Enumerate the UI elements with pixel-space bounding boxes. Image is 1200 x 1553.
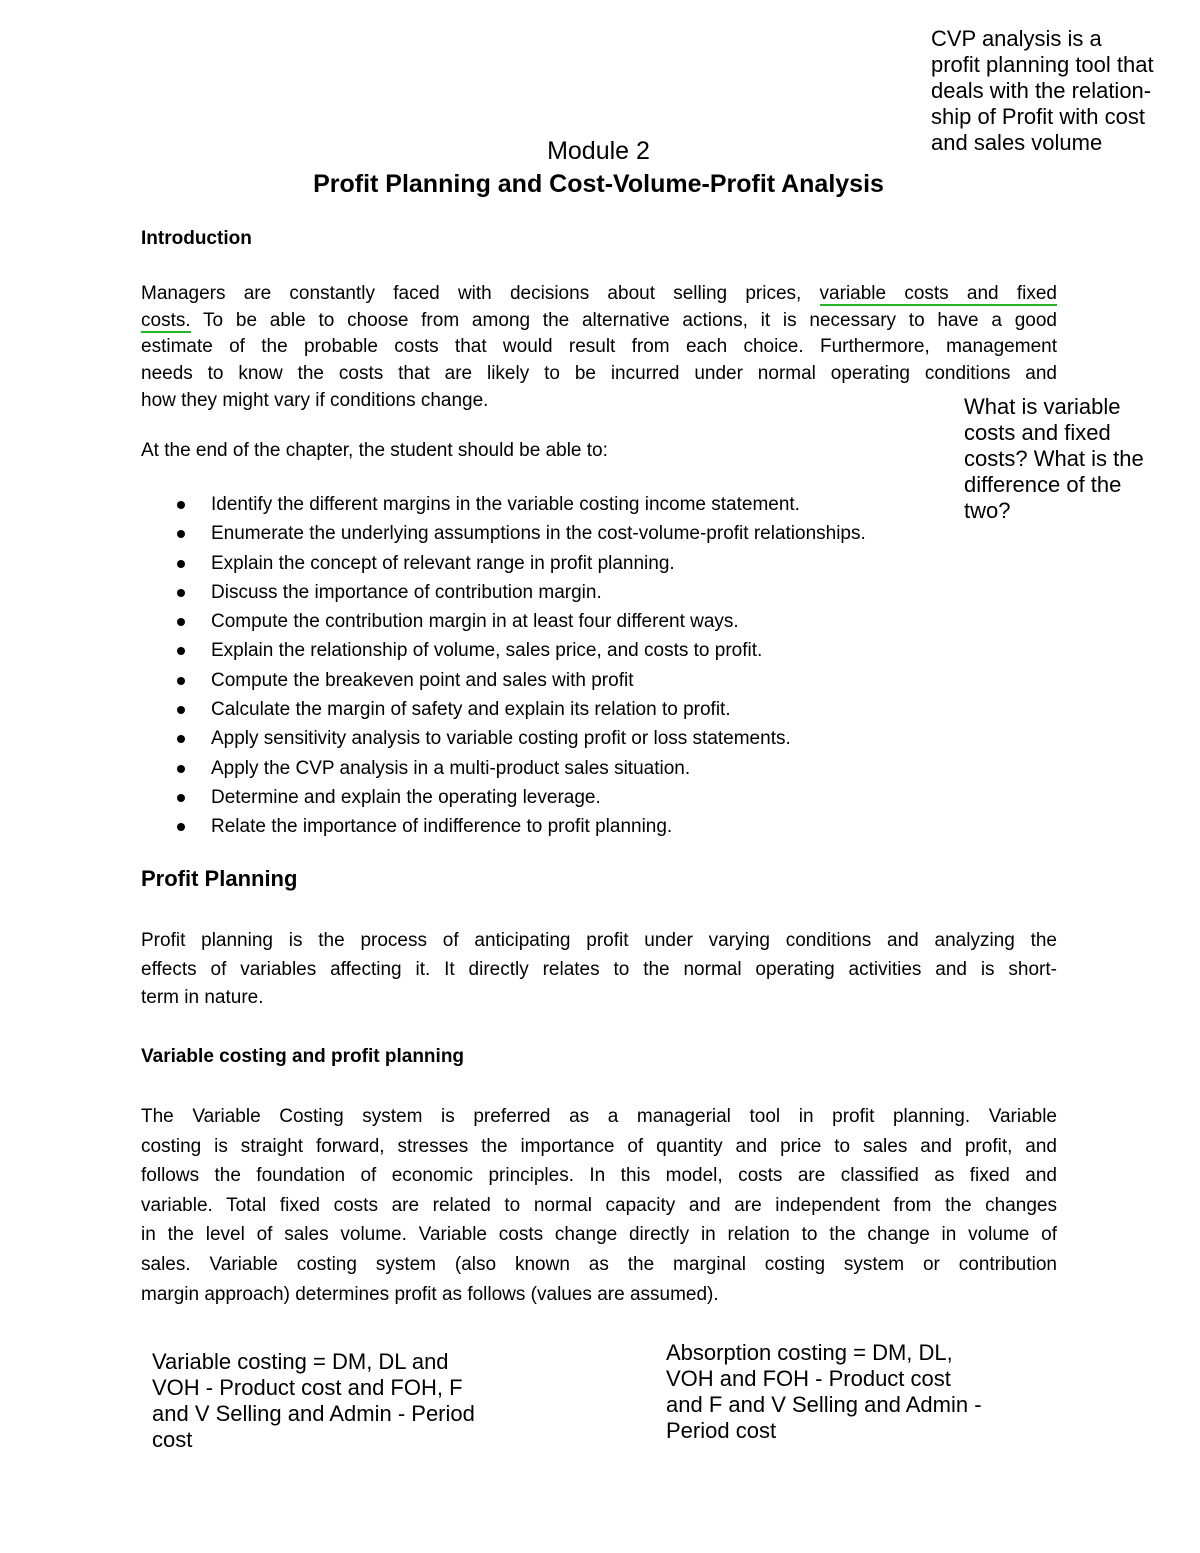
list-item (169, 666, 866, 695)
bullet-icon (177, 794, 185, 802)
note-line: What is variable (964, 394, 1121, 419)
paragraph-line (141, 308, 1057, 335)
note-line: and sales volume (931, 130, 1103, 155)
underlined-phrase: variable costs and fixed (819, 283, 1057, 304)
paragraph-line: estimate of the probable costs that would result from each choice. Furthermore, management (141, 336, 1057, 358)
note-line: two? (964, 498, 1011, 523)
line-text: Managers are constantly faced with decisions about selling prices, (141, 283, 802, 304)
list-item (169, 783, 866, 812)
introduction-heading: Introduction (141, 228, 252, 249)
list-item (169, 519, 866, 548)
module-label: Module 2 (547, 137, 650, 165)
paragraph-line: Profit planning is the process of anticipating profit under varying conditions and analyzing the (141, 930, 1057, 951)
paragraph-line: effects of variables affecting it. It directly relates to the normal operating activities and is short- (141, 958, 1057, 980)
bullet-icon (177, 501, 185, 509)
note-line: profit planning tool that (931, 52, 1154, 77)
bullet-icon (177, 647, 185, 655)
variable-costing-heading: Variable costing and profit planning (141, 1046, 465, 1067)
list-item (169, 549, 866, 578)
paragraph-line: in the level of sales volume. Variable costs change directly in relation to the change in volume of (141, 1224, 1057, 1246)
paragraph-line: term in nature. (141, 987, 264, 1008)
note-line: cost (152, 1427, 193, 1452)
bullet-icon (177, 706, 185, 714)
bullet-icon (177, 618, 185, 626)
note-line: and V Selling and Admin - Period (152, 1401, 475, 1426)
note-line: VOH - Product cost and FOH, F (152, 1375, 463, 1400)
note-line: Absorption costing = DM, DL, (666, 1340, 953, 1365)
absorption-costing-note (666, 1340, 982, 1444)
objectives-intro: At the end of the chapter, the student should be able to: (141, 440, 608, 461)
paragraph-line: variable. Total fixed costs are related to normal capacity and are independent from the changes (141, 1194, 1057, 1216)
list-item-text: Enumerate the underlying assumptions in the cost-volume-profit relationships. (211, 523, 866, 545)
list-item (169, 636, 866, 665)
note-line: and F and V Selling and Admin - (666, 1392, 982, 1417)
variable-costing-paragraph (141, 1102, 1057, 1309)
paragraph-line: how they might vary if conditions change. (141, 389, 489, 411)
list-item (169, 754, 866, 783)
variable-costing-note (152, 1349, 475, 1453)
paragraph-line: costing is straight forward, stresses the importance of quantity and price to sales and profit, and (141, 1135, 1057, 1157)
objectives-list (169, 490, 866, 842)
list-item (169, 578, 866, 607)
list-item-text: Relate the importance of indifference to profit planning. (211, 816, 673, 838)
line-text: To be able to choose from among the alternative actions, it is necessary to have a good (190, 309, 1057, 331)
list-item (169, 812, 866, 841)
note-line: costs? What is the (964, 446, 1144, 471)
list-item-text: Identify the different margins in the variable costing income statement. (211, 494, 800, 515)
list-item-text: Compute the breakeven point and sales with profit (211, 669, 634, 691)
note-line: deals with the relation- (931, 78, 1152, 103)
paragraph-line (141, 281, 1057, 308)
note-line: Variable costing = DM, DL and (152, 1349, 449, 1374)
list-item-text: Calculate the margin of safety and explain its relation to profit. (211, 699, 731, 721)
list-item (169, 724, 866, 753)
list-item-text: Apply sensitivity analysis to variable costing profit or loss statements. (211, 728, 791, 750)
bullet-icon (177, 735, 185, 743)
note-line: ship of Profit with cost (931, 104, 1145, 129)
underlined-phrase: costs. (141, 309, 191, 331)
variable-costs-side-note (964, 394, 1144, 524)
list-item-text: Compute the contribution margin in at least four different ways. (211, 611, 739, 633)
paragraph-line: The Variable Costing system is preferred as a managerial tool in profit planning. Variable (141, 1106, 1057, 1127)
list-item-text: Apply the CVP analysis in a multi-product sales situation. (211, 757, 691, 779)
note-line: CVP analysis is a (931, 26, 1102, 51)
paragraph-line: sales. Variable costing system (also known as the marginal costing system or contribution (141, 1253, 1057, 1275)
bullet-icon (177, 560, 185, 568)
introduction-paragraph (141, 281, 1057, 415)
bullet-icon (177, 765, 185, 773)
paragraph-line: follows the foundation of economic principles. In this model, costs are classified as fixed and (141, 1165, 1057, 1187)
note-line: difference of the (964, 472, 1122, 497)
note-line: costs and fixed (964, 420, 1111, 445)
bullet-icon (177, 677, 185, 685)
list-item-text: Explain the concept of relevant range in profit planning. (211, 552, 675, 574)
list-item-text: Determine and explain the operating leverage. (211, 786, 601, 808)
paragraph-line: needs to know the costs that are likely to be incurred under normal operating conditions and (141, 363, 1057, 385)
list-item (169, 490, 866, 519)
list-item (169, 607, 866, 636)
note-line: VOH and FOH - Product cost (666, 1366, 951, 1391)
list-item-text: Discuss the importance of contribution margin. (211, 581, 602, 603)
note-line: Period cost (666, 1418, 777, 1443)
profit-planning-heading: Profit Planning (141, 866, 298, 891)
bullet-icon (177, 589, 185, 597)
profit-planning-paragraph (141, 927, 1057, 1013)
page-title: Profit Planning and Cost-Volume-Profit Analysis (313, 170, 884, 198)
list-item (169, 695, 866, 724)
bullet-icon (177, 530, 185, 538)
bullet-icon (177, 823, 185, 831)
paragraph-line: margin approach) determines profit as follows (values are assumed). (141, 1283, 719, 1305)
list-item-text: Explain the relationship of volume, sales price, and costs to profit. (211, 640, 763, 662)
